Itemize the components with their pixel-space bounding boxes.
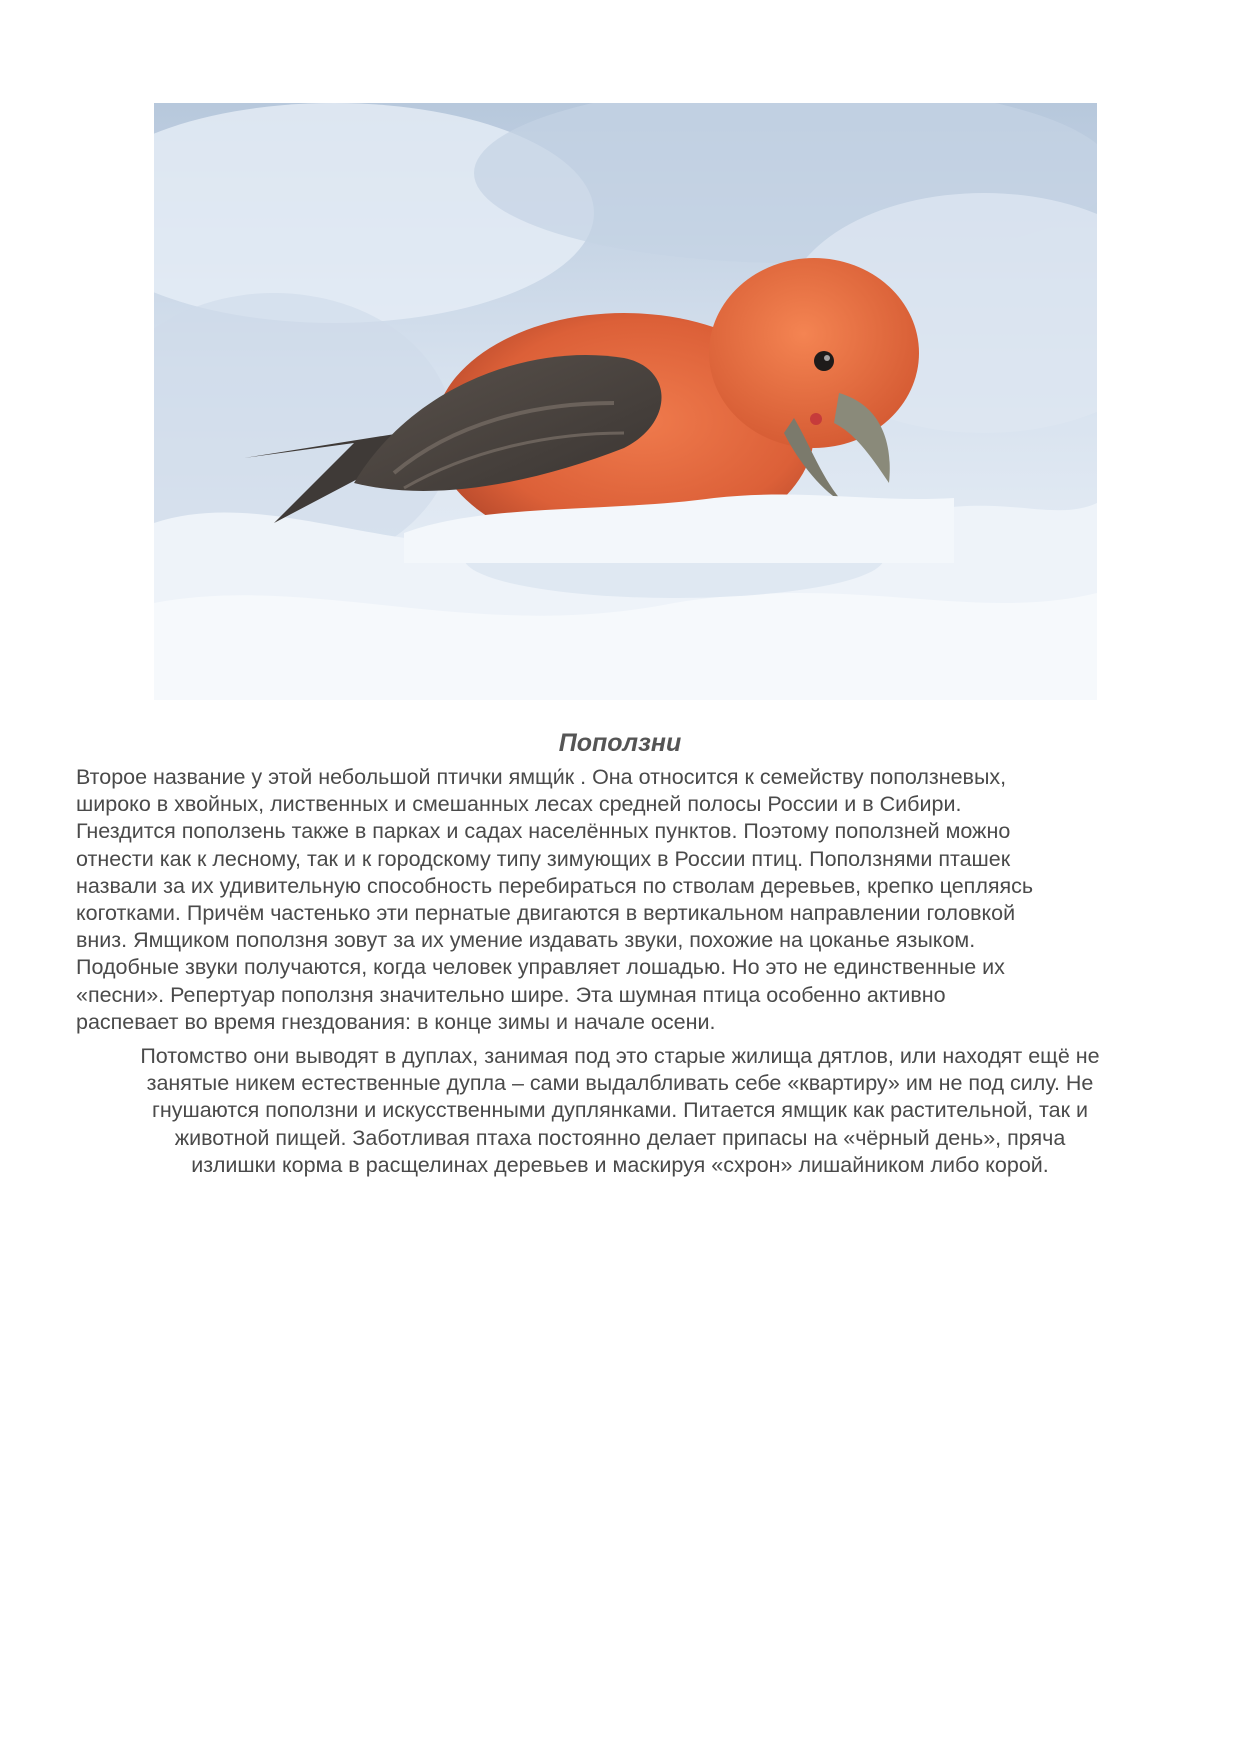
text-line: Подобные звуки получаются, когда человек управляет лошадью. Но это не единственные их [76, 955, 1005, 980]
paragraph-nesting [70, 1043, 1170, 1179]
text-line: отнести как к лесному, так и к городскому типу зимующих в России птиц. Поползнями пташек [76, 846, 1011, 871]
text-line: коготками. Причём частенько эти пернатые двигаются в вертикальном направлении головкой [76, 901, 1016, 926]
text-line: занятые никем естественные дупла – сами выдалбливать себе «квартиру» им не под силу. Не [146, 1071, 1094, 1096]
text-line: Потомство они выводят в дуплах, занимая под это старые жилища дятлов, или находят ещё не [140, 1044, 1100, 1068]
text-line: «песни». Репертуар поползня значительно шире. Эта шумная птица особенно активно [76, 982, 946, 1007]
text-line: вниз. Ямщиком поползня зовут за их умение издавать звуки, похожие на цоканье языком. [76, 928, 976, 953]
text-line: гнушаются поползни и искусственными дуплянками. Питается ямщик как растительной, так и [151, 1098, 1089, 1123]
text-line: животной пищей. Заботливая птаха постоянно делает припасы на «чёрный день», пряча [174, 1125, 1066, 1150]
page-title: Поползни [558, 729, 682, 757]
paragraph-intro [76, 764, 1176, 1036]
text-line: Второе название у этой небольшой птички ямщи́к . Она относится к семейству поползневых, [76, 765, 1007, 789]
text-line: Гнездится поползень также в парках и садах населённых пунктов. Поэтому поползней можно [76, 819, 1011, 844]
text-line: широко в хвойных, лиственных и смешанных лесах средней полосы России и в Сибири. [76, 792, 962, 817]
text-line: излишки корма в расщелинах деревьев и маскируя «схрон» лишайником либо корой. [191, 1152, 1049, 1177]
crossbill-photo [154, 103, 1097, 700]
text-line: распевает во время гнездования: в конце зимы и начале осени. [76, 1009, 716, 1034]
text-line: назвали за их удивительную способность перебираться по стволам деревьев, крепко цепляясь [76, 873, 1034, 898]
